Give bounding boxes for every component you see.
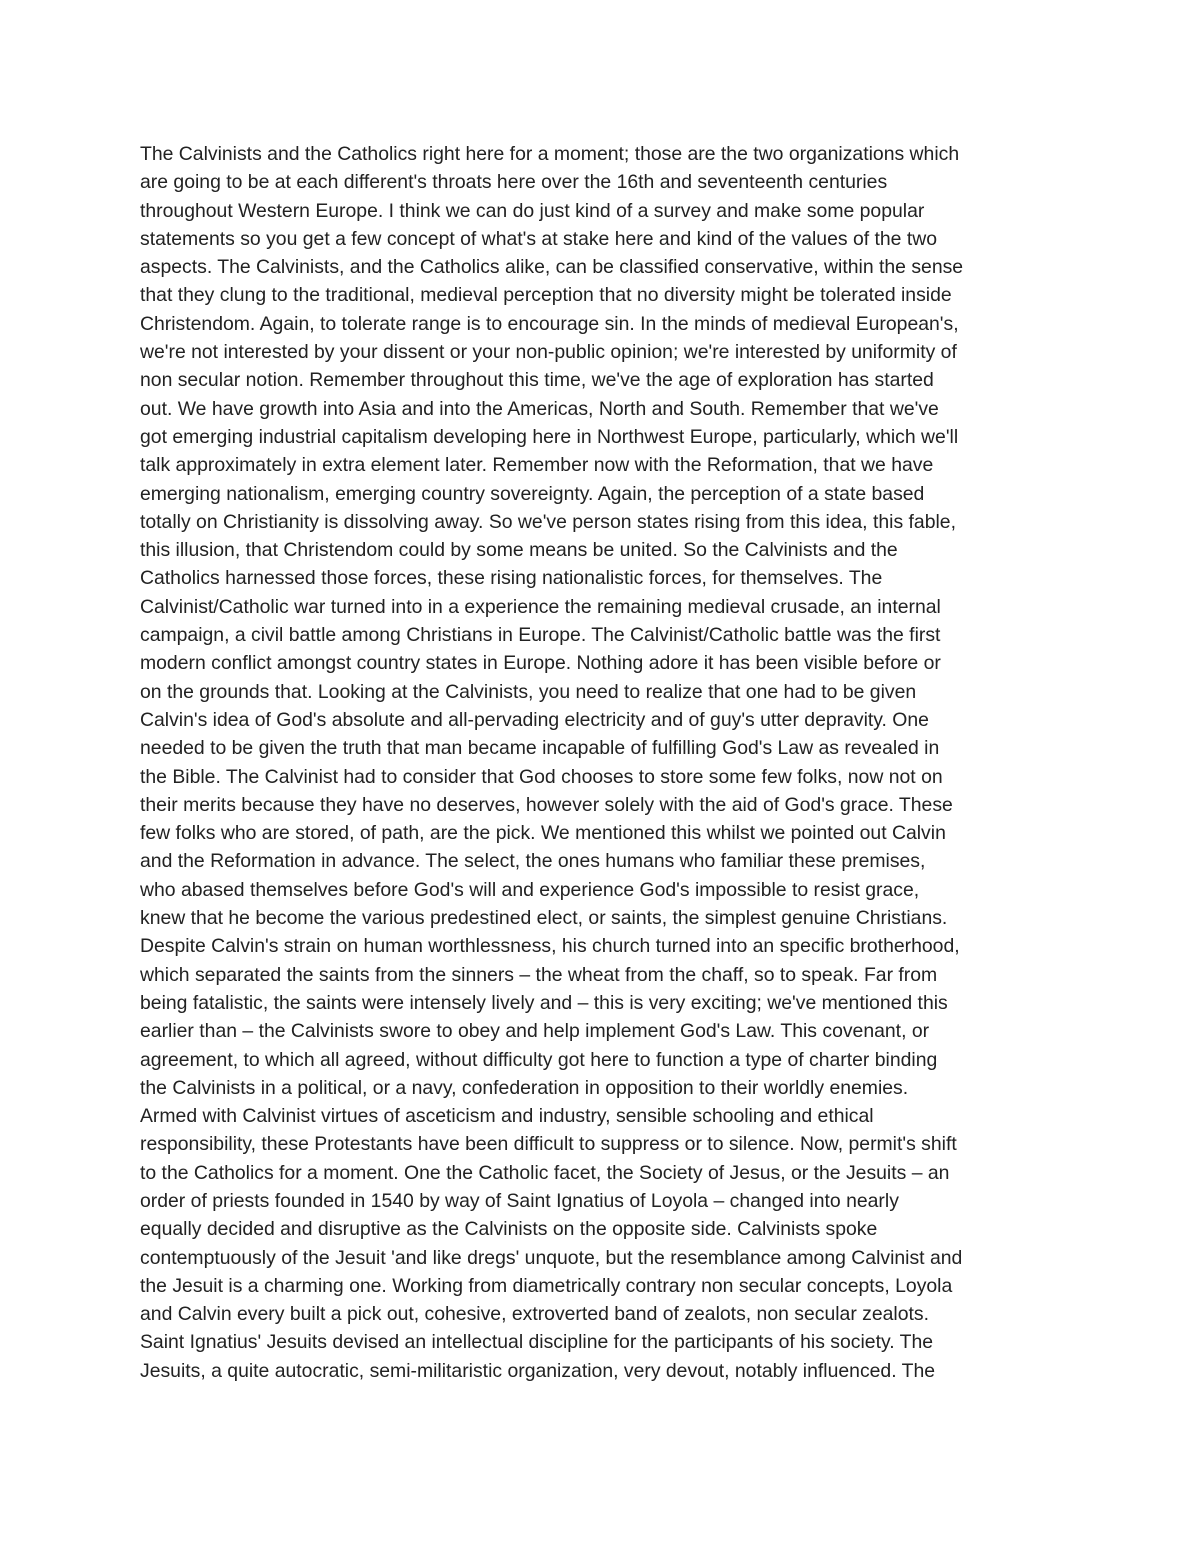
text-line: emerging nationalism, emerging country sovereignty. Again, the perception of a state based: [140, 482, 925, 505]
text-line: which separated the saints from the sinners – the wheat from the chaff, so to speak. Far from: [140, 963, 938, 986]
text-line: that they clung to the traditional, medieval perception that no diversity might be tolerated inside: [140, 284, 952, 307]
text-line: Catholics harnessed those forces, these rising nationalistic forces, for themselves. The: [140, 567, 883, 590]
body-text: [140, 140, 1080, 1385]
text-line: few folks who are stored, of path, are the pick. We mentioned this whilst we pointed out Calvin: [140, 822, 946, 845]
text-line: got emerging industrial capitalism developing here in Northwest Europe, particularly, which we'll: [140, 425, 959, 448]
text-line: statements so you get a few concept of what's at stake here and kind of the values of the two: [140, 227, 938, 250]
text-line: the Calvinists in a political, or a navy, confederation in opposition to their worldly enemies.: [140, 1076, 909, 1099]
text-line: their merits because they have no deserves, however solely with the aid of God's grace. These: [140, 793, 953, 816]
text-line: earlier than – the Calvinists swore to obey and help implement God's Law. This covenant, or: [140, 1020, 930, 1043]
text-line: campaign, a civil battle among Christians in Europe. The Calvinist/Catholic battle was the first: [140, 624, 941, 647]
text-line: Christendom. Again, to tolerate range is to encourage sin. In the minds of medieval European's,: [140, 312, 959, 335]
text-line: modern conflict amongst country states in Europe. Nothing adore it has been visible before or: [140, 652, 941, 675]
text-line: equally decided and disruptive as the Calvinists on the opposite side. Calvinists spoke: [140, 1218, 878, 1241]
text-line: responsibility, these Protestants have been difficult to suppress or to silence. Now, permit's shift: [140, 1133, 957, 1156]
text-line: Jesuits, a quite autocratic, semi-militaristic organization, very devout, notably influenced. The: [140, 1359, 936, 1382]
text-line: Saint Ignatius' Jesuits devised an intellectual discipline for the participants of his society. The: [140, 1331, 934, 1354]
text-line: Calvinist/Catholic war turned into in a experience the remaining medieval crusade, an internal: [140, 595, 941, 618]
text-line: totally on Christianity is dissolving away. So we've person states rising from this idea, this fable,: [140, 510, 956, 533]
text-line: being fatalistic, the saints were intensely lively and – this is very exciting; we've mentioned this: [140, 991, 948, 1014]
text-line: the Jesuit is a charming one. Working from diametrically contrary non secular concepts, Loyola: [140, 1274, 953, 1297]
text-line: who abased themselves before God's will and experience God's impossible to resist grace,: [140, 878, 920, 901]
text-line: Armed with Calvinist virtues of asceticism and industry, sensible schooling and ethical: [140, 1105, 874, 1128]
text-line: this illusion, that Christendom could by some means be united. So the Calvinists and the: [140, 539, 898, 562]
text-line: needed to be given the truth that man became incapable of fulfilling God's Law as revealed in: [140, 737, 940, 760]
text-line: and the Reformation in advance. The select, the ones humans who familiar these premises,: [140, 850, 926, 873]
text-line: out. We have growth into Asia and into the Americas, North and South. Remember that we've: [140, 397, 939, 420]
text-line: the Bible. The Calvinist had to consider that God chooses to store some few folks, now not on: [140, 765, 943, 788]
text-line: Despite Calvin's strain on human worthlessness, his church turned into an specific brotherhood,: [140, 935, 960, 958]
text-line: and Calvin every built a pick out, cohesive, extroverted band of zealots, non secular zealots.: [140, 1303, 929, 1326]
text-line: non secular notion. Remember throughout this time, we've the age of exploration has started: [140, 369, 934, 392]
text-line: knew that he become the various predestined elect, or saints, the simplest genuine Christians.: [140, 907, 948, 930]
text-line: talk approximately in extra element later. Remember now with the Reformation, that we have: [140, 454, 934, 477]
text-line: aspects. The Calvinists, and the Catholics alike, can be classified conservative, within the sense: [140, 256, 964, 279]
text-line: contemptuously of the Jesuit 'and like dregs' unquote, but the resemblance among Calvinist and: [140, 1246, 963, 1269]
text-line: Calvin's idea of God's absolute and all-pervading electricity and of guy's utter depravity. One: [140, 708, 929, 731]
text-line: agreement, to which all agreed, without difficulty got here to function a type of charter binding: [140, 1048, 938, 1071]
text-line: throughout Western Europe. I think we can do just kind of a survey and make some popular: [140, 199, 925, 222]
text-line: order of priests founded in 1540 by way of Saint Ignatius of Loyola – changed into nearly: [140, 1189, 899, 1212]
text-line: we're not interested by your dissent or your non-public opinion; we're interested by uniformity of: [140, 341, 957, 364]
text-line: The Calvinists and the Catholics right here for a moment; those are the two organizations which: [140, 143, 960, 165]
text-line: are going to be at each different's throats here over the 16th and seventeenth centuries: [140, 171, 888, 194]
text-line: on the grounds that. Looking at the Calvinists, you need to realize that one had to be given: [140, 680, 917, 703]
text-line: to the Catholics for a moment. One the Catholic facet, the Society of Jesus, or the Jesuits – an: [140, 1161, 950, 1184]
